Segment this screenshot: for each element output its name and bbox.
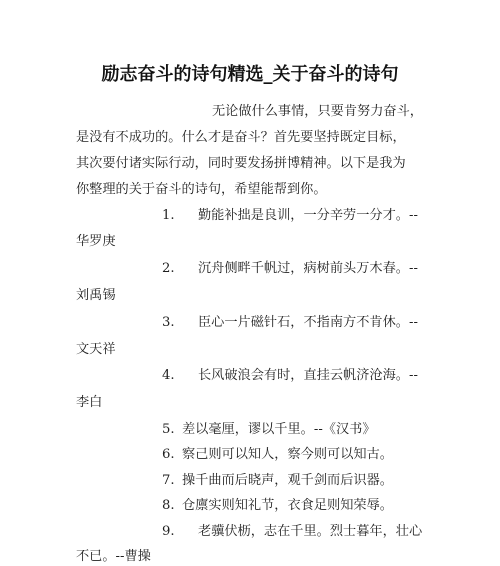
list-item-text: 老骥伏枥，志在千里。烈士暮年，壮心 [198,524,423,539]
list-item-text: 长风破浪会有时，直挂云帆济沧海。-- [198,368,418,383]
intro-line-4: 你整理的关于奋斗的诗句，希望能帮到你。 [76,182,327,197]
list-item-text: 察己则可以知人，察今则可以知古。 [182,447,393,462]
list-item-number: 8. [162,498,175,513]
list-item-continuation: 华罗庚 [76,234,116,249]
list-item-number: 2. [162,261,175,276]
list-item-number: 5. [162,422,175,437]
list-item-continuation: 刘禹锡 [76,288,116,303]
list-item-continuation: 李白 [76,395,103,410]
list-item-text: 勤能补拙是良训，一分辛劳一分才。-- [198,208,418,223]
document-title: 励志奋斗的诗句精选_关于奋斗的诗句 [101,64,399,85]
list-item-number: 1. [162,208,175,223]
list-item-text: 仓廪实则知礼节，衣食足则知荣辱。 [182,498,393,513]
list-item-number: 9. [162,524,175,539]
intro-line-2: 是没有不成功的。什么才是奋斗？首先要坚持既定目标， [76,130,406,145]
list-item-number: 6. [162,447,175,462]
list-item-continuation: 不已。--曹操 [76,549,151,564]
list-item-continuation: 文天祥 [76,342,116,357]
list-item-text: 操千曲而后晓声，观千剑而后识器。 [182,473,393,488]
list-item-text: 臣心一片磁针石，不指南方不肯休。-- [198,315,418,330]
intro-line-3: 其次要付诸实际行动，同时要发扬拼博精神。以下是我为 [76,156,406,171]
list-item-text: 差以毫厘，谬以千里。--《汉书》 [182,422,376,437]
list-item-number: 4. [162,368,175,383]
list-item-number: 7. [162,473,175,488]
intro-line-1: 无论做什么事情，只要肯努力奋斗， [212,104,423,119]
list-item-number: 3. [162,315,175,330]
list-item-text: 沉舟侧畔千帆过，病树前头万木春。-- [198,261,418,276]
